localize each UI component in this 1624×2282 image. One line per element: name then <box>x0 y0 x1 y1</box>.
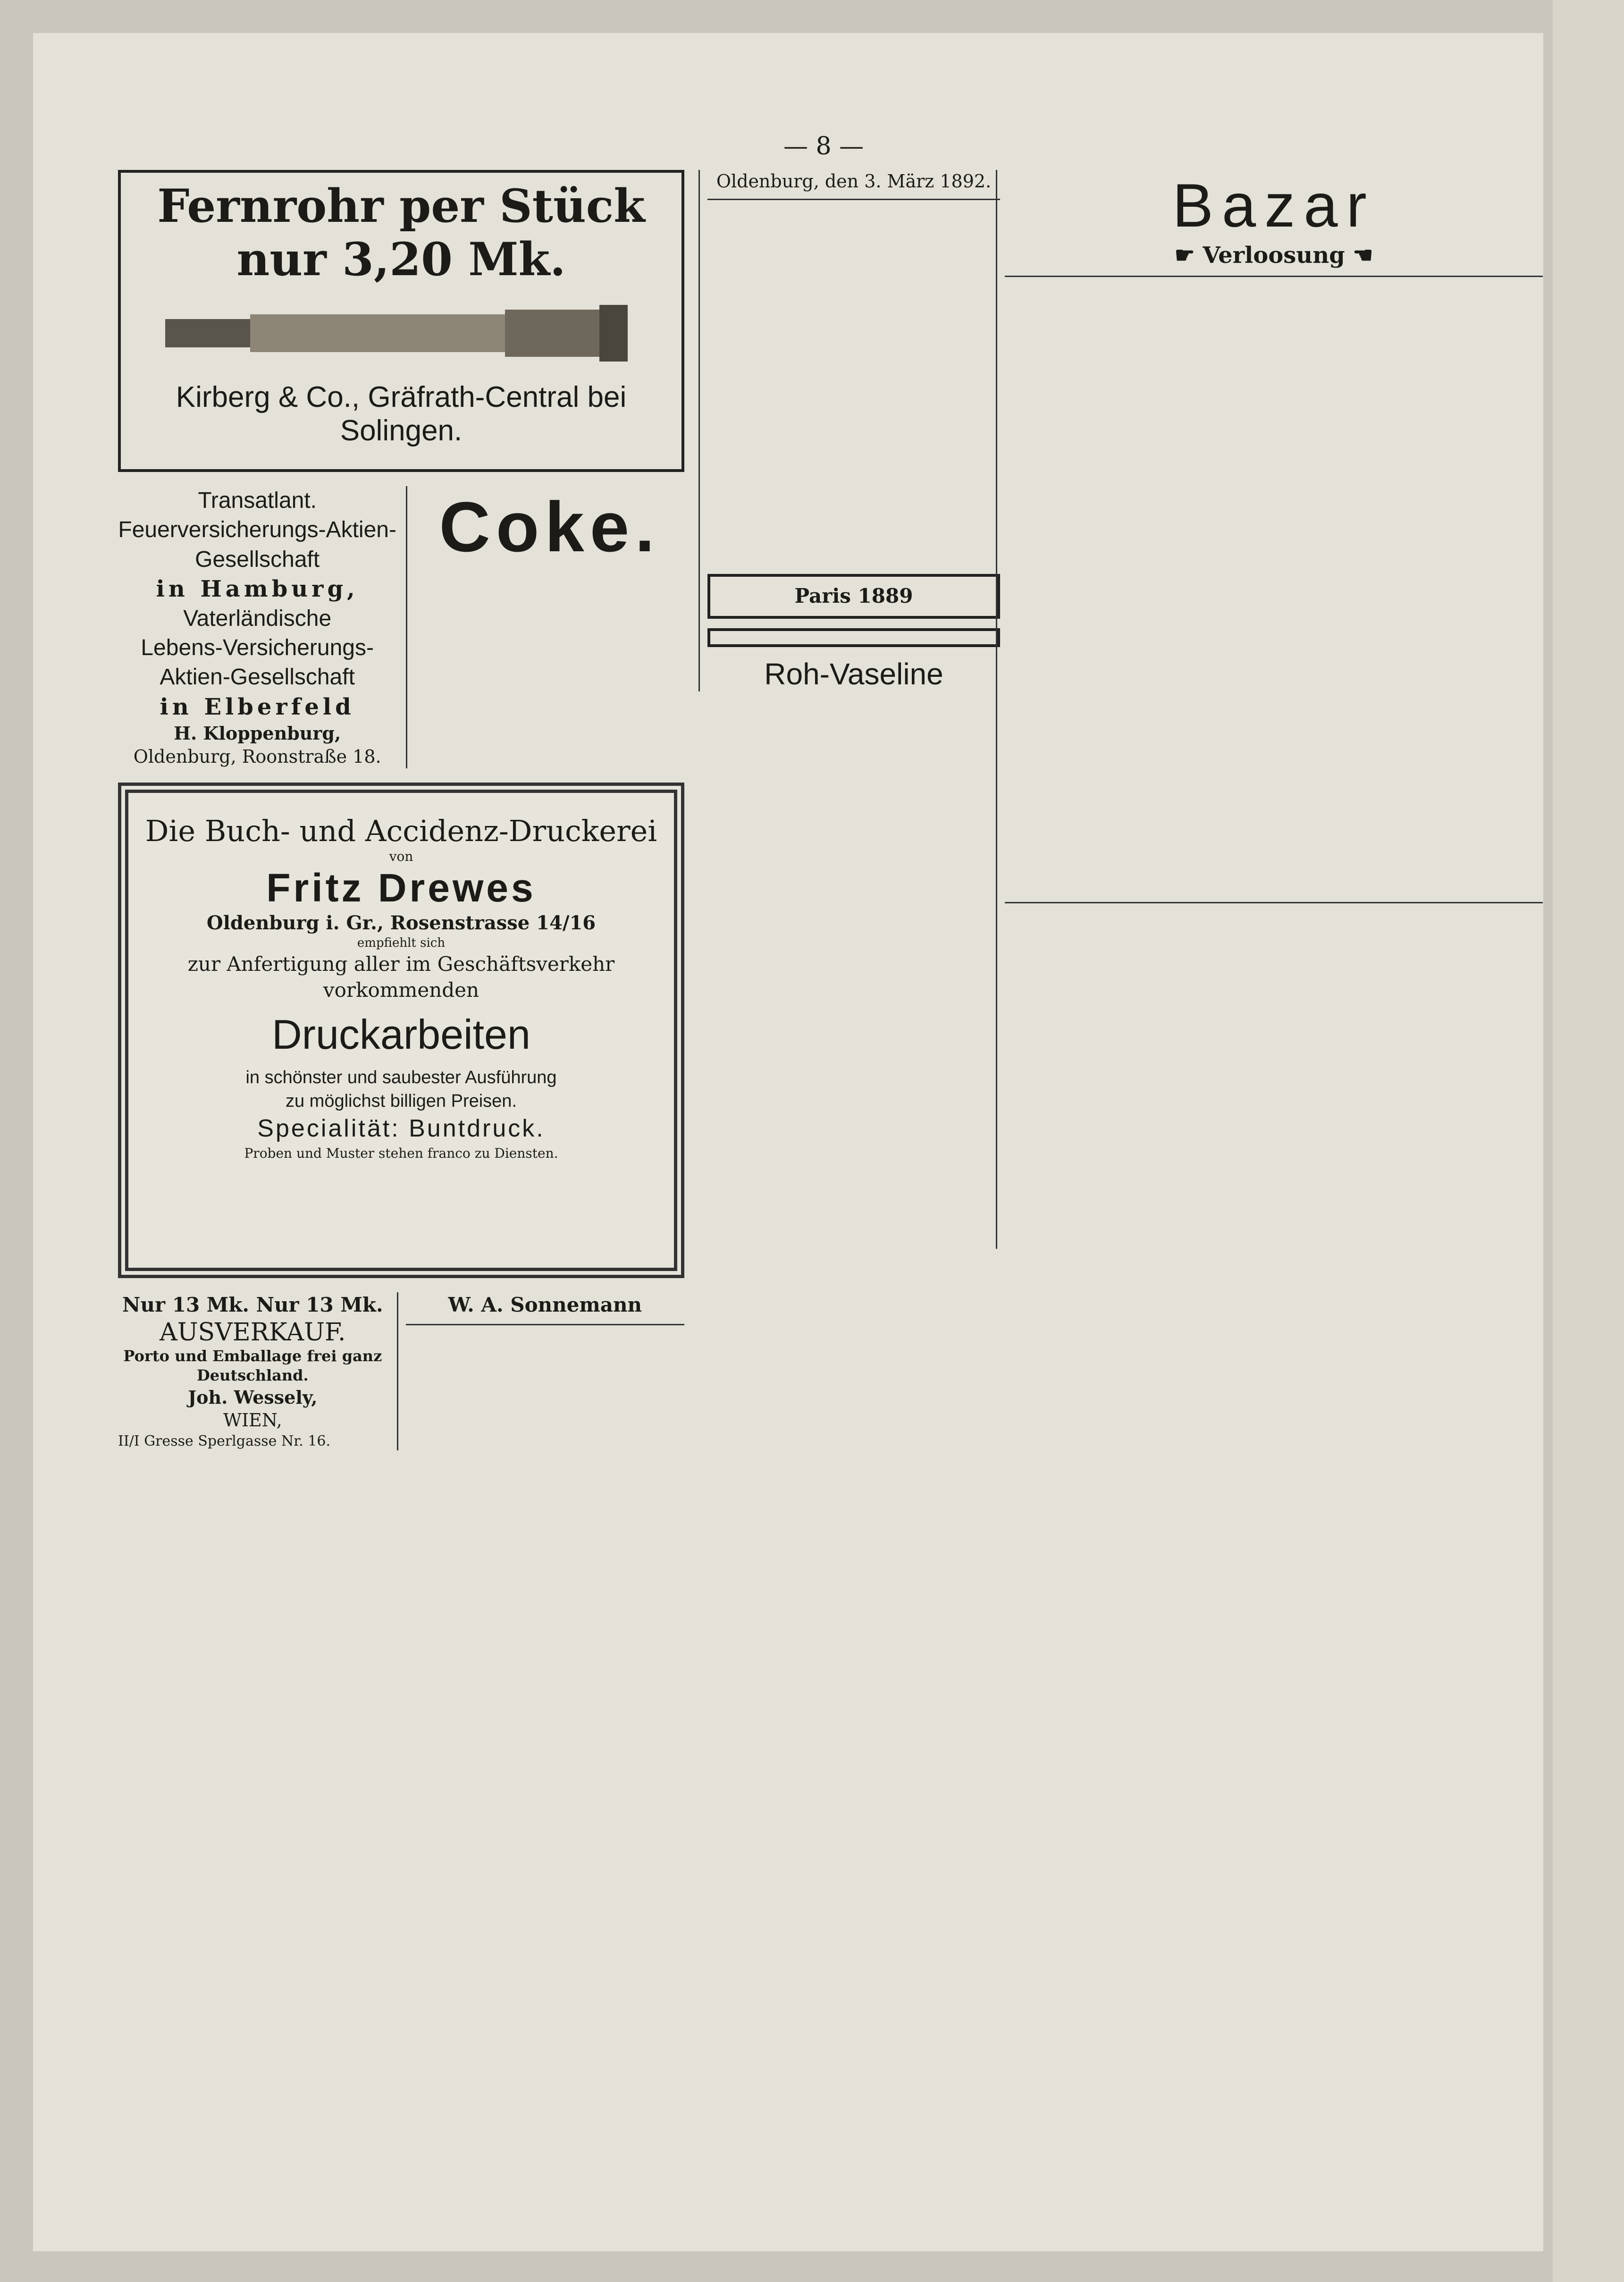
insurance-name: H. Kloppenburg, <box>174 723 341 744</box>
ad-vaseline <box>707 657 1000 691</box>
ad-fernrohr-title: Fernrohr per Stück nur 3,20 Mk. <box>157 179 645 286</box>
vaseline-title: Roh-Vaseline <box>764 657 943 691</box>
ad-drewes <box>118 783 684 1278</box>
markt-table <box>1005 909 1543 1249</box>
divider <box>1005 902 1543 903</box>
drewes-line: zur Anfertigung aller im Geschäftsverkehr vorkommenden <box>187 952 615 1002</box>
drewes-foot: Proben und Muster stehen franco zu Diensten. <box>244 1145 558 1161</box>
drewes-spec: Specialität: Buntdruck. <box>257 1115 545 1143</box>
ad-paris <box>707 574 1000 619</box>
insurance-line-2: Gesellschaft <box>195 547 320 572</box>
column-1 <box>118 170 684 1450</box>
drewes-l3: zu möglichst billigen Preisen. <box>285 1091 517 1111</box>
book-spine <box>1553 0 1624 2282</box>
insurance-line-3: in Hamburg, <box>156 576 359 603</box>
row-insurance-coke <box>118 486 684 768</box>
divider <box>406 1324 684 1325</box>
drewes-empf: empfiehlt sich <box>357 936 446 951</box>
drewes-name: Fritz Drewes <box>266 866 536 910</box>
bazar-lottery-text: Verloosung <box>1203 242 1345 269</box>
drewes-big: Druckarbeiten <box>272 1011 530 1058</box>
ad-insurance <box>118 486 396 768</box>
kurs-table <box>1005 283 1543 896</box>
ad-bazar <box>1005 170 1543 270</box>
drewes-city: Oldenburg i. Gr., Rosenstrasse 14/16 <box>206 912 596 935</box>
row-wessely-bettfedern <box>118 1292 684 1451</box>
cigarren-pricelist <box>707 206 1000 564</box>
ad-bettfedern-albers <box>707 628 1000 647</box>
ad-wessely <box>118 1292 387 1451</box>
insurance-line-5: Lebens-Versicherungs- <box>141 635 374 660</box>
drewes-l2: in schönster und saubester Ausführung <box>245 1068 557 1088</box>
notice <box>707 170 1000 193</box>
bazar-lottery <box>1005 241 1543 270</box>
pointing-hand-left-icon: ☚ <box>1345 242 1373 269</box>
ad-coke <box>406 486 684 768</box>
ad-cigarren <box>707 206 1000 564</box>
drewes-von: von <box>389 848 413 864</box>
ad-fernrohr-firm: Kirberg & Co., Gräfrath-Central bei Solingen. <box>176 381 627 447</box>
wessely-head: Nur 13 Mk. Nur 13 Mk. <box>122 1293 383 1316</box>
wessely-title: AUSVERKAUF. <box>160 1318 346 1347</box>
ad-bettfedern-sonnemann <box>406 1292 684 1318</box>
marktbericht <box>1005 909 1543 1249</box>
column-1-right-ads <box>397 1292 684 1451</box>
ad-fernrohr <box>118 170 684 472</box>
wessely-city: WIEN, <box>223 1410 282 1431</box>
insurance-line-1: Feuerversicherungs-Aktien- <box>118 517 396 543</box>
telescope-image <box>127 286 675 380</box>
insurance-line-4: Vaterländische <box>183 606 332 631</box>
telescope-icon <box>127 286 670 380</box>
divider <box>707 199 1000 200</box>
insurance-line-0: Transatlant. <box>198 488 317 513</box>
wessely-sub: Porto und Emballage frei ganz Deutschland. <box>123 1347 382 1385</box>
divider <box>1005 276 1543 277</box>
page-number: — 8 — <box>783 132 864 160</box>
paris-l1: Paris 1889 <box>794 584 913 608</box>
column-3 <box>996 170 1543 1249</box>
pointing-hand-right-icon: ☛ <box>1174 242 1203 269</box>
insurance-line-6: Aktien-Gesellschaft <box>160 665 355 690</box>
wessely-addr: II/I Gresse Sperlgasse Nr. 16. <box>118 1433 331 1450</box>
drewes-title: Die Buch- und Accidenz-Druckerei <box>145 813 657 848</box>
column-2 <box>698 170 1000 691</box>
wessely-sign: Joh. Wessely, <box>188 1386 318 1408</box>
bazar-title: Bazar <box>1172 171 1375 240</box>
bettfedern1-firm: W. A. Sonnemann <box>448 1293 642 1316</box>
notice-place: Oldenburg, den 3. März 1892. <box>716 171 992 192</box>
coke-title: Coke. <box>439 487 660 566</box>
insurance-line-7: in Elberfeld <box>160 693 355 720</box>
kursbericht <box>1005 283 1543 896</box>
insurance-addr: Oldenburg, Roonstraße 18. <box>133 746 381 767</box>
